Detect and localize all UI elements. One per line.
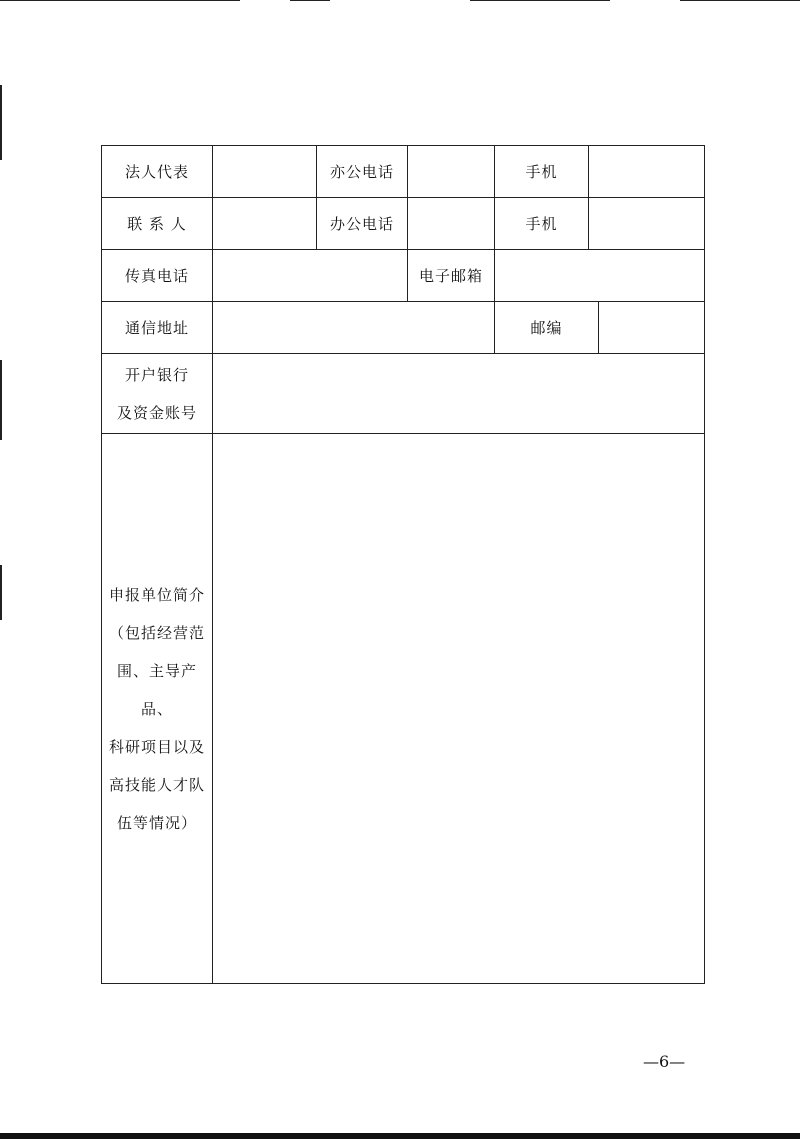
address-label: 通信地址 xyxy=(102,302,213,354)
legal-rep-field[interactable] xyxy=(213,146,317,198)
contact-mobile-label: 手机 xyxy=(495,198,589,250)
intro-label-line: 科研项目以及 xyxy=(108,737,205,756)
scan-artifact xyxy=(290,0,330,1)
form-row-introduction xyxy=(102,434,705,984)
bank-account-field[interactable] xyxy=(213,354,705,434)
legal-rep-label: 法人代表 xyxy=(102,146,213,198)
mobile-label: 手机 xyxy=(495,146,589,198)
email-field[interactable] xyxy=(495,250,705,302)
form-row-bank xyxy=(102,354,705,434)
fax-label: 传真电话 xyxy=(102,250,213,302)
scan-artifact xyxy=(0,0,240,1)
bank-account-label xyxy=(102,354,213,434)
applicant-info-form xyxy=(101,145,705,984)
scan-artifact xyxy=(680,0,800,1)
contact-office-phone-label: 办公电话 xyxy=(317,198,408,250)
contact-label: 联 系 人 xyxy=(102,198,213,250)
scan-artifact xyxy=(0,85,2,160)
email-label: 电子邮箱 xyxy=(408,250,495,302)
address-field[interactable] xyxy=(213,302,495,354)
company-introduction-field[interactable] xyxy=(213,434,705,984)
bank-label-line: 及资金账号 xyxy=(116,403,197,422)
contact-field[interactable] xyxy=(213,198,317,250)
office-phone-field[interactable] xyxy=(408,146,495,198)
form-row-contact xyxy=(102,198,705,250)
scan-artifact xyxy=(470,0,610,1)
bank-label-line: 开户银行 xyxy=(124,365,189,384)
intro-label-line: 围、主导产品、 xyxy=(116,661,197,718)
intro-label-line: 高技能人才队 xyxy=(108,775,205,794)
intro-label-line: （包括经营范 xyxy=(108,623,205,642)
intro-label-line: 申报单位简介 xyxy=(108,585,205,604)
intro-label-line: 伍等情况） xyxy=(116,813,197,832)
scan-artifact xyxy=(0,360,2,440)
postcode-label: 邮编 xyxy=(495,302,599,354)
postcode-field[interactable] xyxy=(599,302,705,354)
form-row-legal-rep xyxy=(102,146,705,198)
contact-office-phone-field[interactable] xyxy=(408,198,495,250)
page-number: —6— xyxy=(643,1052,686,1071)
form-row-fax xyxy=(102,250,705,302)
scan-artifact xyxy=(0,565,2,620)
form-row-address xyxy=(102,302,705,354)
office-phone-label: 亦公电话 xyxy=(317,146,408,198)
mobile-field[interactable] xyxy=(589,146,705,198)
fax-field[interactable] xyxy=(213,250,408,302)
scan-artifact xyxy=(0,1133,800,1139)
contact-mobile-field[interactable] xyxy=(589,198,705,250)
company-introduction-label xyxy=(102,434,213,984)
